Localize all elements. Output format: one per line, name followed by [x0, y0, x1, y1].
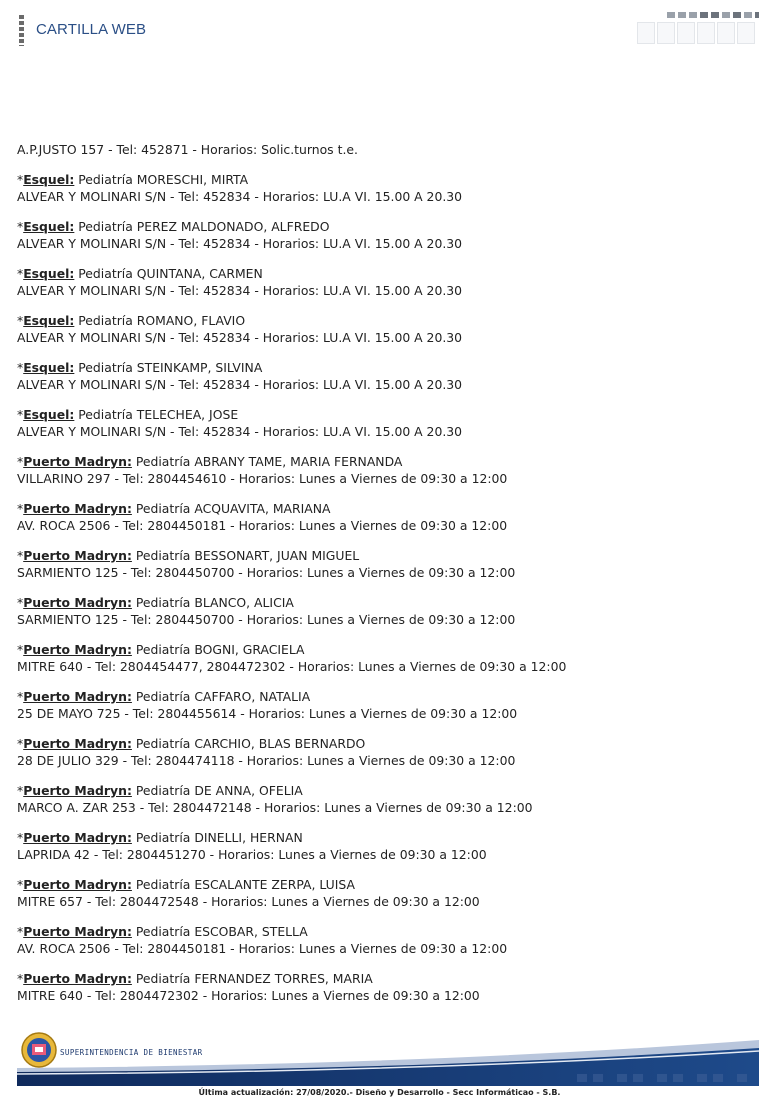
entry-address: AV. ROCA 2506 - Tel: 2804450181 - Horarios: Lunes a Viernes de 09:30 a 12:00 — [17, 518, 508, 533]
entry-name: Pediatría BOGNI, GRACIELA — [131, 642, 305, 657]
entry-city: Puerto Madryn: — [23, 924, 132, 939]
entry-city: Puerto Madryn: — [23, 595, 132, 610]
page-title: CARTILLA WEB — [36, 21, 147, 38]
entry-name: Pediatría CARCHIO, BLAS BERNARDO — [131, 736, 366, 751]
list-item — [17, 970, 747, 1004]
page-header — [0, 0, 759, 60]
list-item — [17, 876, 747, 910]
entry-title-line — [17, 453, 747, 470]
entry-city: Puerto Madryn: — [23, 501, 132, 516]
entry-name: Pediatría BESSONART, JUAN MIGUEL — [131, 548, 360, 563]
entry-address: 25 DE MAYO 725 - Tel: 2804455614 - Horarios: Lunes a Viernes de 09:30 a 12:00 — [17, 706, 518, 721]
entry-title-line — [17, 970, 747, 987]
entry-city: Esquel: — [23, 407, 75, 422]
entry-bullet: * — [17, 219, 24, 234]
list-item — [17, 171, 747, 205]
list-item — [17, 641, 747, 675]
entry-title-line — [17, 688, 747, 705]
entry-address: ALVEAR Y MOLINARI S/N - Tel: 452834 - Horarios: LU.A VI. 15.00 A 20.30 — [17, 189, 463, 204]
entry-title-line — [17, 312, 747, 329]
entry-address: MITRE 640 - Tel: 2804454477, 2804472302 - Horarios: Lunes a Viernes de 09:30 a 12:00 — [17, 659, 567, 674]
list-item — [17, 735, 747, 769]
entry-name: Pediatría TELECHEA, JOSE — [74, 407, 239, 422]
entry-city: Esquel: — [23, 360, 75, 375]
entry-bullet: * — [17, 877, 24, 892]
entry-title-line — [17, 359, 747, 376]
entry-name: Pediatría ABRANY TAME, MARIA FERNANDA — [131, 454, 403, 469]
list-item — [17, 312, 747, 346]
entry-name: Pediatría BLANCO, ALICIA — [131, 595, 294, 610]
entry-address: ALVEAR Y MOLINARI S/N - Tel: 452834 - Horarios: LU.A VI. 15.00 A 20.30 — [17, 377, 463, 392]
entry-bullet: * — [17, 454, 24, 469]
list-item — [17, 453, 747, 487]
entry-address: 28 DE JULIO 329 - Tel: 2804474118 - Horarios: Lunes a Viernes de 09:30 a 12:00 — [17, 753, 516, 768]
entry-title-line — [17, 171, 747, 188]
entry-title-line — [17, 406, 747, 423]
entry-name: Pediatría DE ANNA, OFELIA — [131, 783, 303, 798]
entry-title-line — [17, 265, 747, 282]
entry-name: Pediatría CAFFARO, NATALIA — [131, 689, 311, 704]
entry-bullet: * — [17, 313, 24, 328]
entry-name: Pediatría ACQUAVITA, MARIANA — [131, 501, 331, 516]
entry-address: VILLARINO 297 - Tel: 2804454610 - Horarios: Lunes a Viernes de 09:30 a 12:00 — [17, 471, 508, 486]
entry-address: MITRE 640 - Tel: 2804472302 - Horarios: Lunes a Viernes de 09:30 a 12:00 — [17, 988, 480, 1003]
entry-address: SARMIENTO 125 - Tel: 2804450700 - Horarios: Lunes a Viernes de 09:30 a 12:00 — [17, 612, 516, 627]
entry-bullet: * — [17, 924, 24, 939]
list-item — [17, 218, 747, 252]
entry-bullet: * — [17, 689, 24, 704]
list-item — [17, 594, 747, 628]
list-item — [17, 359, 747, 393]
entry-bullet: * — [17, 172, 24, 187]
list-item — [17, 688, 747, 722]
entry-bullet: * — [17, 642, 24, 657]
entry-city: Puerto Madryn: — [23, 783, 132, 798]
entry-city: Puerto Madryn: — [23, 689, 132, 704]
list-item — [17, 547, 747, 581]
entry-bullet: * — [17, 501, 24, 516]
footer-text: Última actualización: 27/08/2020.- Diseño y Desarrollo - Secc Informáticao - S.B. — [198, 1088, 561, 1097]
header-bar-decoration — [19, 15, 24, 46]
entry-title-line — [17, 547, 747, 564]
entry-title-line — [17, 876, 747, 893]
entry-bullet: * — [17, 830, 24, 845]
entry-bullet: * — [17, 360, 24, 375]
entry-city: Esquel: — [23, 172, 75, 187]
entry-name: Pediatría ESCALANTE ZERPA, LUISA — [131, 877, 355, 892]
entry-address: ALVEAR Y MOLINARI S/N - Tel: 452834 - Horarios: LU.A VI. 15.00 A 20.30 — [17, 236, 463, 251]
entries-list — [17, 171, 747, 1004]
entry-bullet: * — [17, 548, 24, 563]
entry-city: Puerto Madryn: — [23, 548, 132, 563]
entry-title-line — [17, 594, 747, 611]
list-item — [17, 829, 747, 863]
footer-wave-graphic — [17, 1030, 759, 1088]
entry-address: ALVEAR Y MOLINARI S/N - Tel: 452834 - Horarios: LU.A VI. 15.00 A 20.30 — [17, 283, 463, 298]
entry-name: Pediatría ESCOBAR, STELLA — [131, 924, 308, 939]
entry-bullet: * — [17, 783, 24, 798]
entry-city: Esquel: — [23, 266, 75, 281]
footer-banner — [17, 1030, 759, 1088]
entry-address: SARMIENTO 125 - Tel: 2804450700 - Horarios: Lunes a Viernes de 09:30 a 12:00 — [17, 565, 516, 580]
org-name: SUPERINTENDENCIA DE BIENESTAR — [60, 1048, 203, 1057]
list-item — [17, 923, 747, 957]
entry-name: Pediatría ROMANO, FLAVIO — [74, 313, 246, 328]
entry-city: Puerto Madryn: — [23, 642, 132, 657]
entry-title-line — [17, 641, 747, 658]
entry-city: Esquel: — [23, 313, 75, 328]
entry-bullet: * — [17, 407, 24, 422]
entry-bullet: * — [17, 736, 24, 751]
entry-name: Pediatría DINELLI, HERNAN — [131, 830, 303, 845]
entry-address: ALVEAR Y MOLINARI S/N - Tel: 452834 - Horarios: LU.A VI. 15.00 A 20.30 — [17, 424, 463, 439]
entry-title-line — [17, 829, 747, 846]
entry-city: Puerto Madryn: — [23, 830, 132, 845]
entry-name: Pediatría STEINKAMP, SILVINA — [74, 360, 263, 375]
entry-address: LAPRIDA 42 - Tel: 2804451270 - Horarios: Lunes a Viernes de 09:30 a 12:00 — [17, 847, 487, 862]
entry-title-line — [17, 218, 747, 235]
entry-bullet: * — [17, 266, 24, 281]
entry-city: Esquel: — [23, 219, 75, 234]
entry-name: Pediatría FERNANDEZ TORRES, MARIA — [131, 971, 373, 986]
header-grid-decoration — [637, 12, 759, 46]
entry-address: MARCO A. ZAR 253 - Tel: 2804472148 - Horarios: Lunes a Viernes de 09:30 a 12:00 — [17, 800, 533, 815]
entry-city: Puerto Madryn: — [23, 454, 132, 469]
entry-name: Pediatría QUINTANA, CARMEN — [74, 266, 263, 281]
entry-title-line — [17, 923, 747, 940]
entry-city: Puerto Madryn: — [23, 971, 132, 986]
list-item — [17, 782, 747, 816]
entry-bullet: * — [17, 595, 24, 610]
directory-listing — [17, 141, 747, 1017]
list-item — [17, 500, 747, 534]
entry-title-line — [17, 735, 747, 752]
entry-address: AV. ROCA 2506 - Tel: 2804450181 - Horarios: Lunes a Viernes de 09:30 a 12:00 — [17, 941, 508, 956]
entry-address: MITRE 657 - Tel: 2804472548 - Horarios: Lunes a Viernes de 09:30 a 12:00 — [17, 894, 480, 909]
entry-title-line — [17, 782, 747, 799]
entry-address: ALVEAR Y MOLINARI S/N - Tel: 452834 - Horarios: LU.A VI. 15.00 A 20.30 — [17, 330, 463, 345]
entry-name: Pediatría MORESCHI, MIRTA — [74, 172, 249, 187]
entry-name: Pediatría PEREZ MALDONADO, ALFREDO — [74, 219, 330, 234]
intro-line: A.P.JUSTO 157 - Tel: 452871 - Horarios: Solic.turnos t.e. — [17, 142, 358, 157]
entry-title-line — [17, 500, 747, 517]
entry-city: Puerto Madryn: — [23, 877, 132, 892]
entry-city: Puerto Madryn: — [23, 736, 132, 751]
seal-icon — [22, 1033, 56, 1067]
list-item — [17, 265, 747, 299]
list-item — [17, 406, 747, 440]
entry-bullet: * — [17, 971, 24, 986]
